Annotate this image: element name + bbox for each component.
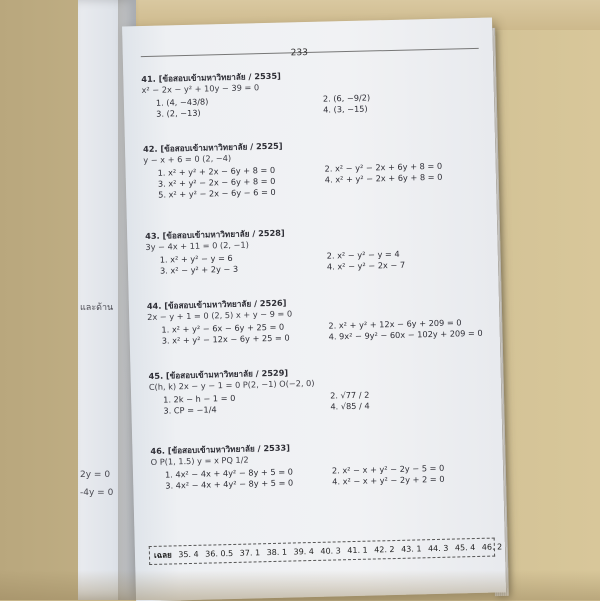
question-title: 45. [ข้อสอบเข้ามหาวิทยาลัย / 2529] xyxy=(148,367,289,381)
answer-entry: 36. 0.5 xyxy=(205,548,234,559)
question-stem: O P(1, 1.5) y = x PQ 1/2 xyxy=(150,454,249,467)
question-46 xyxy=(150,438,489,492)
bottom-shadow xyxy=(0,570,600,600)
choice: 1. 4x² − 4x + 4y² − 8y + 5 = 0 xyxy=(164,466,294,480)
question-stem: y − x + 6 = 0 (2, −4) xyxy=(143,152,232,166)
answer-entry: 35. 4 xyxy=(178,549,199,560)
question-title: 42. [ข้อสอบเข้ามหาวิทยาลัย / 2525] xyxy=(142,140,283,155)
answer-entry: 46. 2 xyxy=(481,542,503,552)
right-book-page xyxy=(122,17,506,601)
choice: 4. √85 / 4 xyxy=(330,400,370,412)
question-title: 41. [ข้อสอบเข้ามหาวิทยาลัย / 2535] xyxy=(141,70,281,85)
page-number: 233 xyxy=(290,47,309,59)
choice: 3. x² + y² − 2x − 6y + 8 = 0 xyxy=(157,175,276,189)
choice: 2. √77 / 2 xyxy=(330,389,370,401)
choice-list xyxy=(144,160,483,201)
choice: 4. (3, −15) xyxy=(323,103,368,115)
answer-entry: 45. 4 xyxy=(454,543,476,553)
answer-entry: 40. 3 xyxy=(320,546,341,556)
choice: 2. x² − x + y² − 2y − 5 = 0 xyxy=(331,462,445,476)
left-page-fragment: 2y = 0 xyxy=(80,470,111,480)
answer-entry: 39. 4 xyxy=(293,546,315,557)
question-41 xyxy=(141,66,480,120)
answer-entry: 38. 1 xyxy=(266,547,288,558)
answer-key xyxy=(149,538,503,565)
choice: 3. CP = −1/4 xyxy=(163,404,217,416)
question-title: 44. [ข้อสอบเข้ามหาวิทยาลัย / 2526] xyxy=(146,297,287,311)
choice: 1. (4, −43/8) xyxy=(155,96,209,108)
question-title: 43. [ข้อสอบเข้ามหาวิทยาลัย / 2528] xyxy=(145,227,285,242)
question-stem: x² − 2x − y² + 10y − 39 = 0 xyxy=(141,82,260,96)
choice: 2. x² − y² − y = 4 xyxy=(326,248,400,261)
question-45 xyxy=(148,363,487,417)
question-stem: 2x − y + 1 = 0 (2, 5) x + y − 9 = 0 xyxy=(147,308,293,322)
choice: 3. x² + y² − 12x − 6y + 25 = 0 xyxy=(161,332,290,346)
answer-entry: 42. 2 xyxy=(374,545,395,555)
page-header xyxy=(141,46,479,57)
question-44 xyxy=(147,293,486,347)
choice: 1. 2k − h − 1 = 0 xyxy=(163,392,236,405)
choice: 4. 9x² − 9y² − 60x − 102y + 209 = 0 xyxy=(328,327,483,342)
choice: 2. x² − y² − 2x + 6y + 8 = 0 xyxy=(324,160,443,174)
choice: 4. x² + y² − 2x + 6y + 8 = 0 xyxy=(324,171,443,185)
answer-entry: 43. 1 xyxy=(401,544,422,554)
question-title: 46. [ข้อสอบเข้ามหาวิทยาลัย / 2533] xyxy=(150,442,291,456)
choice: 1. x² + y² + 2x − 6y + 8 = 0 xyxy=(157,164,276,178)
choice: 1. x² + y² − y = 6 xyxy=(159,252,233,265)
choice: 2. (6, −9/2) xyxy=(322,92,371,104)
choice: 1. x² + y² − 6x − 6y + 25 = 0 xyxy=(161,321,285,335)
question-43 xyxy=(145,223,484,277)
question-42 xyxy=(143,136,482,201)
choice: 3. (2, −13) xyxy=(156,107,201,119)
left-page-fragment: -4y = 0 xyxy=(80,488,114,498)
left-page-fragment: และด้าน xyxy=(80,303,114,313)
choice: 4. x² − x + y² − 2y + 2 = 0 xyxy=(332,473,445,487)
choice: 4. x² − y² − 2x − 7 xyxy=(326,259,406,272)
answer-entry: 37. 1 xyxy=(239,548,261,558)
answer-entry: 44. 3 xyxy=(427,543,449,554)
question-stem: 3y − 4x + 11 = 0 (2, −1) xyxy=(145,239,249,253)
choice: 3. x² − y² + 2y − 3 xyxy=(159,263,239,276)
choice: 5. x² + y² − 2x − 6y − 6 = 0 xyxy=(158,186,276,200)
choice: 3. 4x² − 4x + 4y² − 8y + 5 = 0 xyxy=(165,477,294,491)
answer-key-label: เฉลย xyxy=(153,550,172,560)
question-stem: C(h, k) 2x − y − 1 = 0 P(2, −1) O(−2, 0) xyxy=(148,377,315,392)
choice: 2. x² + y² + 12x − 6y + 209 = 0 xyxy=(328,317,462,331)
answer-entry: 41. 1 xyxy=(347,545,368,556)
